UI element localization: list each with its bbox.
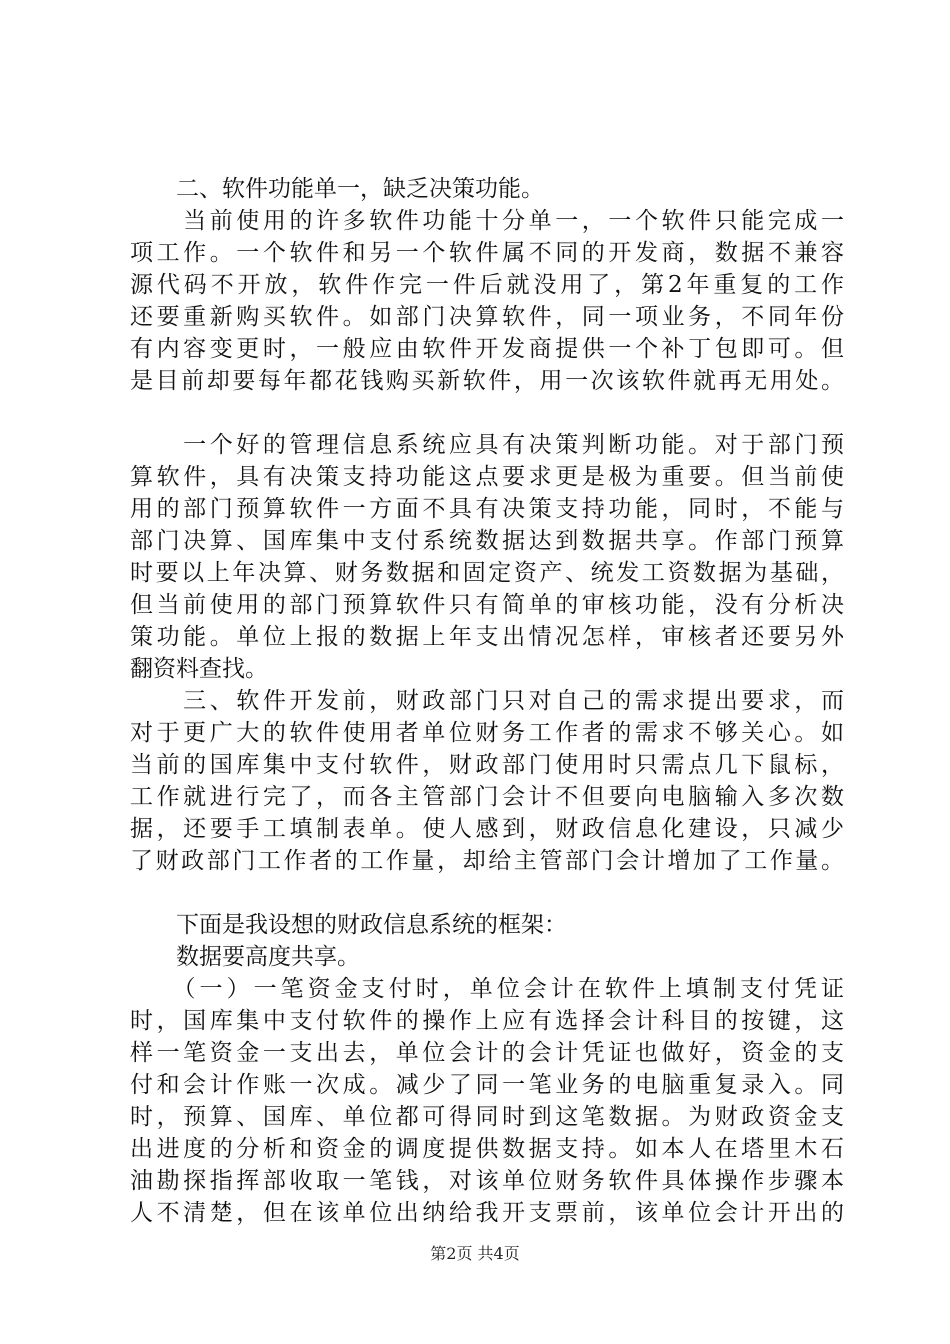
paragraph-line: 付和会计作账一次成。减少了同一笔业务的电脑重复录入。同	[130, 1072, 844, 1098]
paragraph-line: 翻资料查找。	[130, 656, 268, 682]
paragraph-line: 据，还要手工填制表单。使人感到，财政信息化建设，只减少	[130, 816, 844, 842]
paragraph-line: 部门决算、国库集中支付系统数据达到数据共享。作部门预算	[130, 528, 844, 554]
paragraph-line: 时，预算、国库、单位都可得同时到这笔数据。为财政资金支	[130, 1104, 844, 1130]
paragraph-line: 样一笔资金一支出去，单位会计的会计凭证也做好，资金的支	[130, 1040, 844, 1066]
framework-intro: 下面是我设想的财政信息系统的框架：	[130, 912, 567, 938]
paragraph-line: 源代码不开放，软件作完一件后就没用了，第2年重复的工作	[130, 272, 844, 298]
paragraph-line: 有内容变更时，一般应由软件开发商提供一个补丁包即可。但	[130, 336, 844, 362]
paragraph-line: 了财政部门工作者的工作量，却给主管部门会计增加了工作量。	[130, 848, 844, 874]
paragraph-line: 是目前却要每年都花钱购买新软件，用一次该软件就再无用处。	[130, 368, 844, 394]
paragraph-line: 策功能。单位上报的数据上年支出情况怎样，审核者还要另外	[130, 624, 844, 650]
paragraph-line: 油勘探指挥部收取一笔钱，对该单位财务软件具体操作步骤本	[130, 1168, 844, 1194]
paragraph-line: 但当前使用的部门预算软件只有简单的审核功能，没有分析决	[130, 592, 844, 618]
paragraph-line: 时，国库集中支付软件的操作上应有选择会计科目的按键，这	[130, 1008, 844, 1034]
paragraph-line: 当前使用的许多软件功能十分单一，一个软件只能完成一	[130, 208, 844, 234]
paragraph-line: 项工作。一个软件和另一个软件属不同的开发商，数据不兼容	[130, 240, 844, 266]
subheading-data-sharing: 数据要高度共享。	[130, 944, 360, 970]
paragraph-line: 出进度的分析和资金的调度提供数据支持。如本人在塔里木石	[130, 1136, 844, 1162]
paragraph-line: 还要重新购买软件。如部门决算软件，同一项业务，不同年份	[130, 304, 844, 330]
paragraph-line: 当前的国库集中支付软件，财政部门使用时只需点几下鼠标，	[130, 752, 844, 778]
heading-section-three: 三、软件开发前，财政部门只对自己的需求提出要求，而	[130, 688, 844, 714]
paragraph-line: 一个好的管理信息系统应具有决策判断功能。对于部门预	[130, 432, 844, 458]
paragraph-line: 人不清楚，但在该单位出纳给我开支票前，该单位会计开出的	[130, 1200, 844, 1226]
paragraph-line: 算软件，具有决策支持功能这点要求更是极为重要。但当前使	[130, 464, 844, 490]
heading-section-two: 二、软件功能单一，缺乏决策功能。	[130, 176, 544, 202]
paragraph-line: 对于更广大的软件使用者单位财务工作者的需求不够关心。如	[130, 720, 844, 746]
paragraph-line: 时要以上年决算、财务数据和固定资产、统发工资数据为基础，	[130, 560, 844, 586]
paragraph-line: 用的部门预算软件一方面不具有决策支持功能，同时，不能与	[130, 496, 844, 522]
paragraph-line: （一）一笔资金支付时，单位会计在软件上填制支付凭证	[130, 976, 844, 1002]
page-number-footer: 第2页 共4页	[430, 1244, 520, 1263]
paragraph-line: 工作就进行完了，而各主管部门会计不但要向电脑输入多次数	[130, 784, 844, 810]
